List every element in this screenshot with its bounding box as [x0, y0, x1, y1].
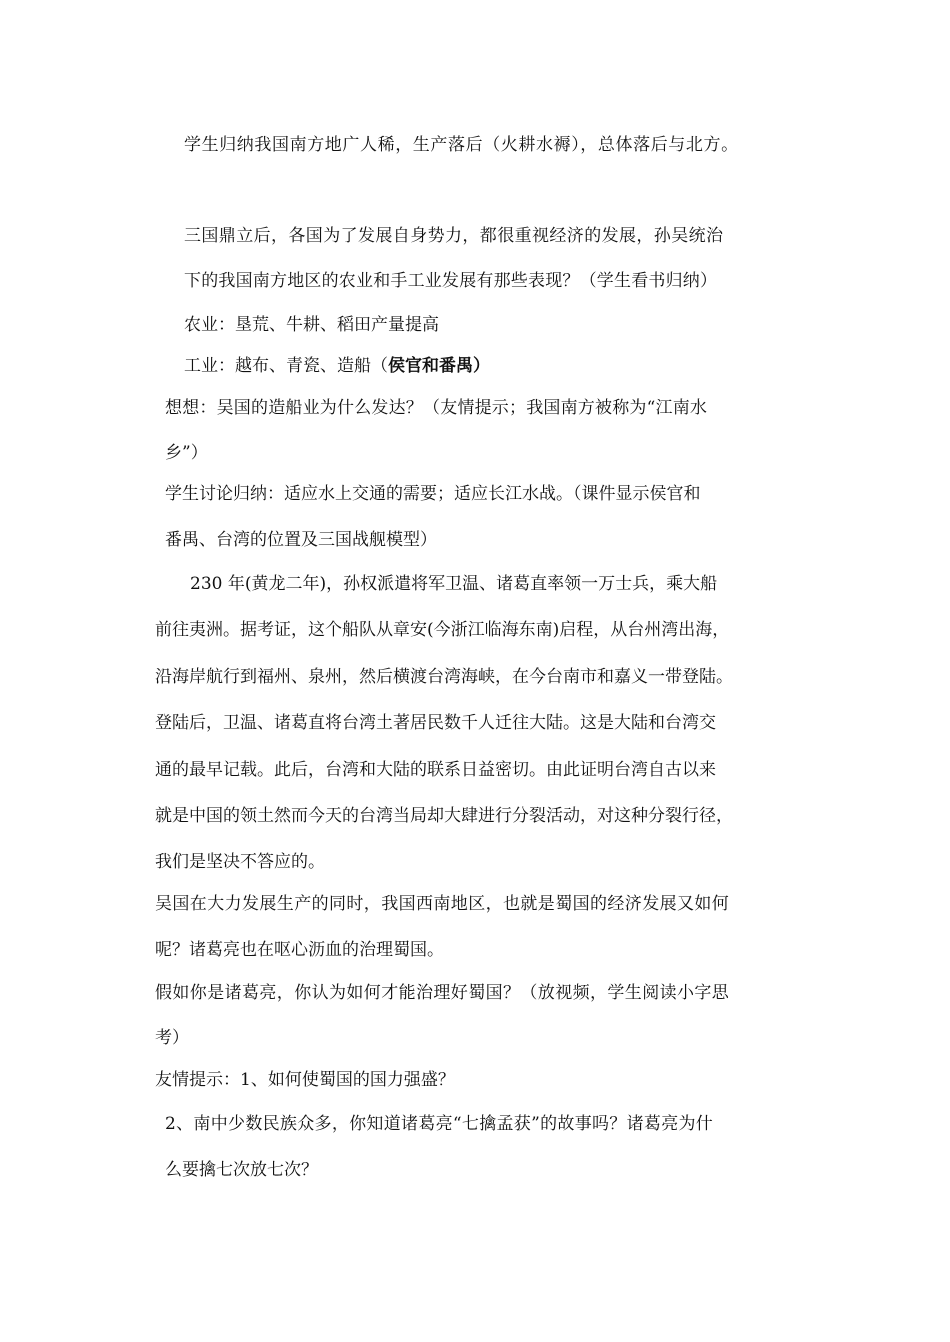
if-line-2: 考）: [155, 1028, 189, 1048]
industry-bold-text: 侯官和番禺）: [388, 356, 490, 376]
shu-line-1: 吴国在大力发展生产的同时，我国西南地区，也就是蜀国的经济发展又如何: [155, 894, 730, 914]
think-line-2: 乡”）: [165, 443, 208, 463]
history-line-4: 登陆后，卫温、诸葛直将台湾土著居民数千人迁往大陆。这是大陆和台湾交: [155, 713, 716, 733]
if-line-1: 假如你是诸葛亮，你认为如何才能治理好蜀国？（放视频，学生阅读小字思: [155, 983, 730, 1003]
think-line-1: 想想：吴国的造船业为什么发达？（友情提示；我国南方被称为“江南水: [165, 398, 708, 418]
shu-line-2: 呢？诸葛亮也在呕心沥血的治理蜀国。: [155, 940, 444, 960]
summary-line: 学生归纳我国南方地广人稀，生产落后（火耕水褥），总体落后与北方。: [184, 135, 739, 155]
hint-line-2: 2、南中少数民族众多，你知道诸葛亮“七擒孟获”的故事吗？诸葛亮为什: [165, 1114, 714, 1134]
discussion-line-2: 番禺、台湾的位置及三国战舰模型）: [165, 530, 437, 550]
hint-line-3: 么要擒七次放七次？: [165, 1160, 318, 1180]
discussion-line-1: 学生讨论归纳：适应水上交通的需要；适应长江水战。（课件显示侯官和: [165, 484, 701, 504]
history-line-3: 沿海岸航行到福州、泉州，然后横渡台湾海峡，在今台南市和嘉义一带登陆。: [155, 667, 733, 687]
history-line-1: 230 年(黄龙二年)，孙权派遣将军卫温、诸葛直率领一万士兵，乘大船: [190, 574, 718, 594]
agriculture-line: 农业：垦荒、牛耕、稻田产量提高: [184, 315, 439, 335]
history-line-5: 通的最早记载。此后，台湾和大陆的联系日益密切。由此证明台湾自古以来: [155, 760, 716, 780]
history-line-2: 前往夷洲。据考证，这个船队从章安(今浙江临海东南)启程，从台州湾出海，: [155, 620, 730, 640]
history-line-7: 我们是坚决不答应的。: [155, 852, 325, 872]
hint-line-1: 友情提示：1、如何使蜀国的国力强盛？: [155, 1070, 455, 1090]
question-line-1: 三国鼎立后，各国为了发展自身势力，都很重视经济的发展，孙吴统治: [184, 226, 724, 246]
industry-text: 工业：越布、青瓷、造船（: [184, 356, 388, 376]
industry-line: [184, 355, 490, 377]
history-line-6: 就是中国的领土然而今天的台湾当局却大肆进行分裂活动，对这种分裂行径，: [155, 806, 733, 826]
question-line-2: 下的我国南方地区的农业和手工业发展有那些表现？（学生看书归纳）: [184, 271, 718, 291]
